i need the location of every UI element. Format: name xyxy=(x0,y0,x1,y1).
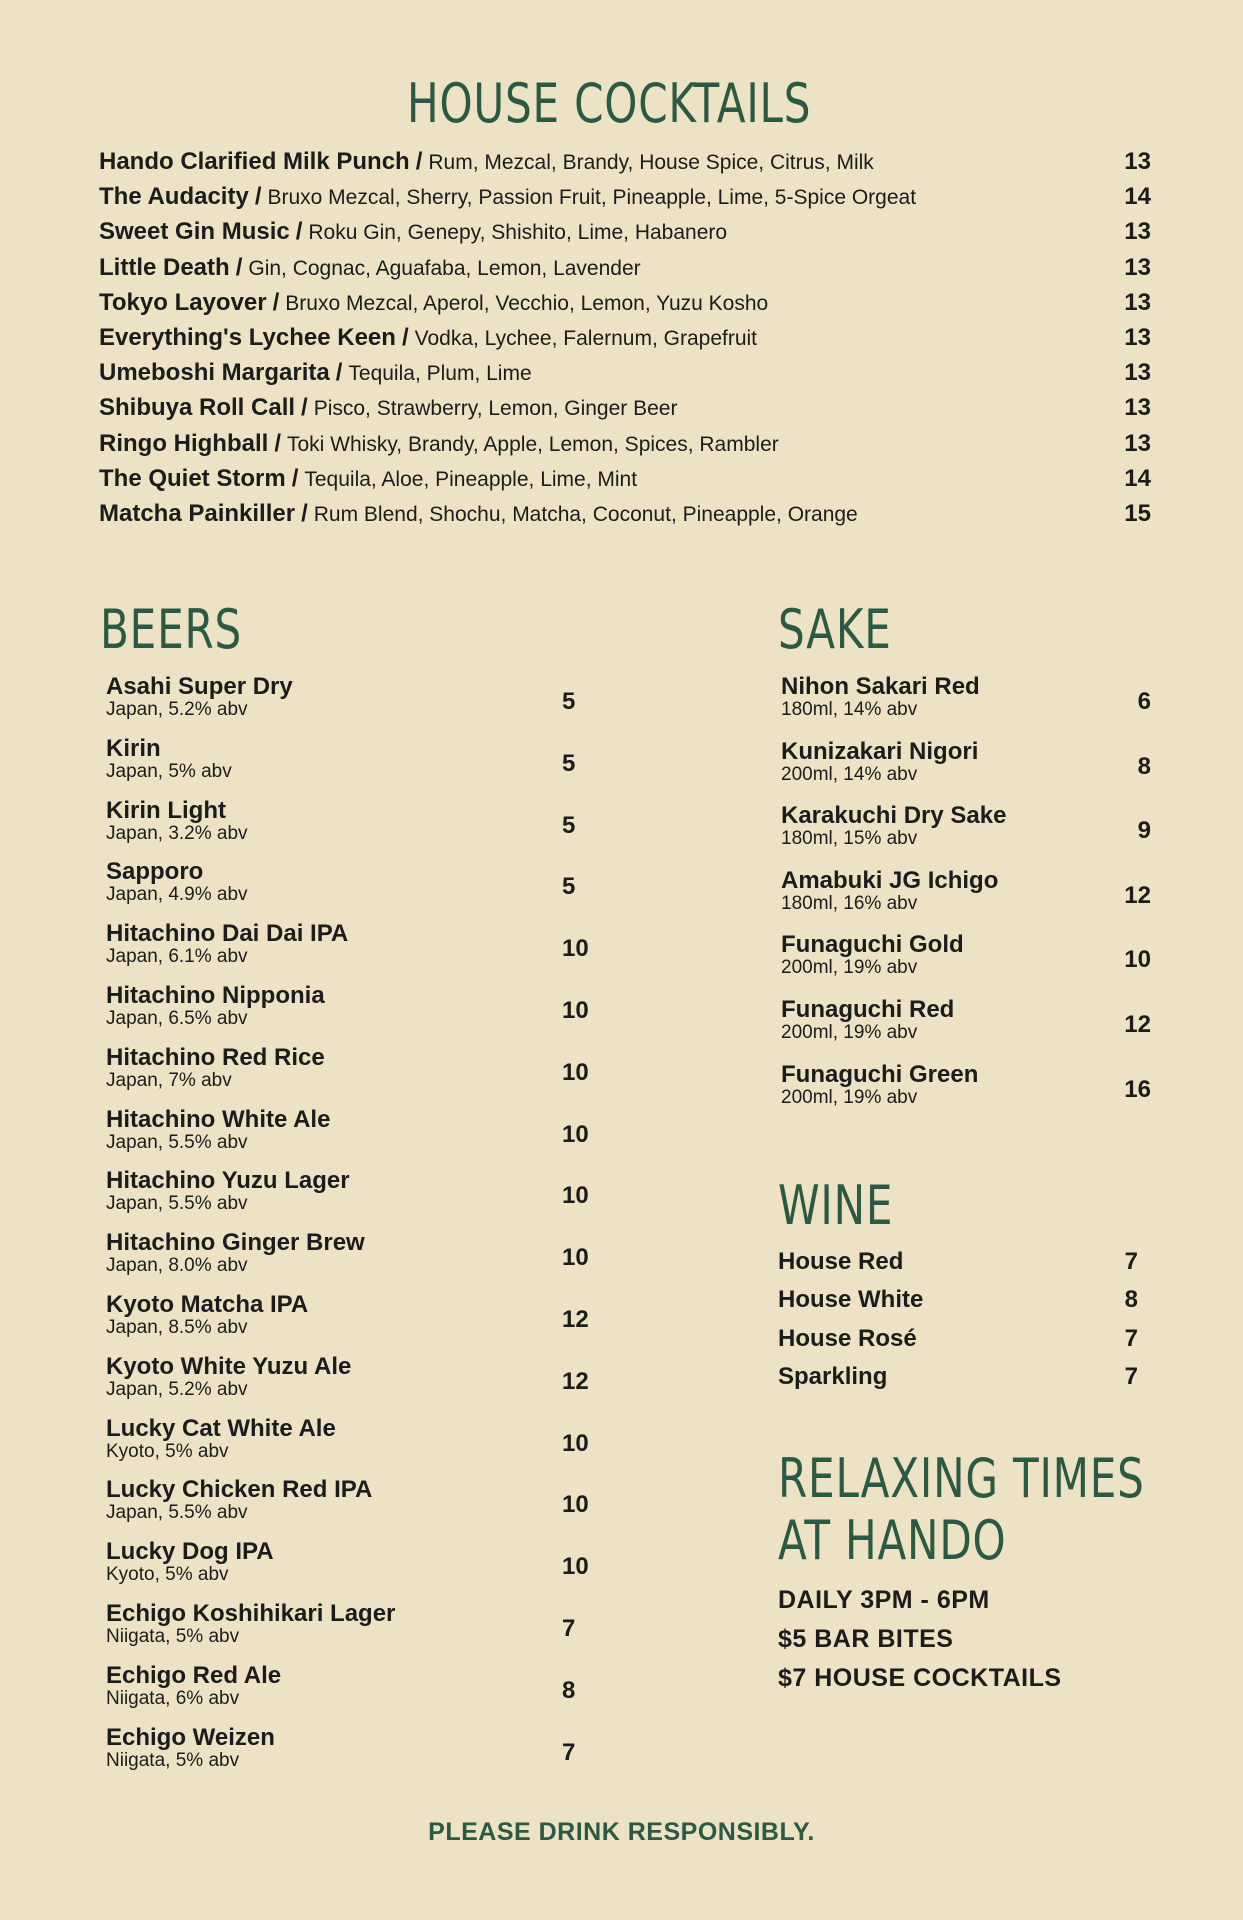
separator-slash: / xyxy=(401,323,409,351)
beer-name: Hitachino Ginger Brew xyxy=(106,1229,365,1257)
cocktail-name: Tokyo Layover xyxy=(99,288,267,316)
separator-slash: / xyxy=(301,499,308,527)
cocktail-item xyxy=(99,500,1151,535)
beer-price: 5 xyxy=(562,873,576,901)
cocktail-list xyxy=(99,148,1151,535)
beer-price: 10 xyxy=(562,1182,589,1210)
beer-name: Hitachino Yuzu Lager xyxy=(106,1167,350,1195)
beer-price: 10 xyxy=(562,935,589,963)
footer-notice: PLEASE DRINK RESPONSIBLY. xyxy=(428,1818,815,1846)
sake-item xyxy=(781,997,1151,1062)
separator-slash: / xyxy=(291,464,299,492)
beer-name: Lucky Dog IPA xyxy=(106,1538,274,1566)
wine-price: 7 xyxy=(1124,1362,1138,1390)
beer-origin-abv: Japan, 6.5% abv xyxy=(106,1007,248,1029)
separator-slash: / xyxy=(335,359,343,387)
cocktail-name: Shibuya Roll Call xyxy=(99,394,296,422)
happy-hour-details xyxy=(778,1586,1062,1703)
sake-price: 9 xyxy=(1137,817,1151,845)
beer-name: Kirin xyxy=(106,734,161,762)
cocktail-item xyxy=(99,465,1151,500)
cocktail-price: 13 xyxy=(1124,218,1151,246)
sake-price: 12 xyxy=(1124,1010,1151,1038)
beer-item xyxy=(106,1292,592,1354)
wine-name: Sparkling xyxy=(778,1362,888,1390)
cocktail-ingredients: Vodka, Lychee, Falernum, Grapefruit xyxy=(414,326,758,350)
cocktail-item xyxy=(99,183,1151,218)
cocktail-item xyxy=(99,359,1151,394)
beer-name: Sapporo xyxy=(106,858,204,886)
beer-price: 10 xyxy=(562,1058,589,1086)
cocktail-name: Umeboshi Margarita xyxy=(99,359,330,387)
cocktail-item xyxy=(99,324,1151,359)
beer-name: Echigo Weizen xyxy=(106,1723,275,1751)
cocktail-ingredients: Tequila, Plum, Lime xyxy=(348,362,532,386)
beer-price: 10 xyxy=(562,996,589,1024)
cocktail-ingredients: Roku Gin, Genepy, Shishito, Lime, Habanero xyxy=(308,221,728,245)
beer-origin-abv: Japan, 5.5% abv xyxy=(106,1193,248,1215)
happy-hour-heading xyxy=(778,1448,1145,1572)
cocktail-item xyxy=(99,430,1151,465)
wine-price: 7 xyxy=(1124,1248,1138,1275)
beer-item xyxy=(106,1601,592,1663)
beer-origin-abv: Japan, 5.5% abv xyxy=(106,1131,248,1153)
beer-name: Hitachino Red Rice xyxy=(106,1043,325,1071)
beer-origin-abv: Japan, 3.2% abv xyxy=(106,822,248,844)
sake-price: 8 xyxy=(1137,752,1151,780)
cocktail-price: 13 xyxy=(1124,359,1151,387)
beer-item xyxy=(106,983,592,1045)
sake-item xyxy=(781,674,1151,739)
sake-name: Amabuki JG Ichigo xyxy=(781,866,999,894)
beer-origin-abv: Kyoto, 5% abv xyxy=(106,1440,229,1462)
cocktail-item xyxy=(99,289,1151,324)
sake-size-abv: 200ml, 14% abv xyxy=(781,763,918,785)
separator-slash: / xyxy=(254,183,262,211)
wine-heading: WINE xyxy=(778,1174,894,1237)
beer-item xyxy=(106,1354,592,1416)
beer-item xyxy=(106,1416,592,1478)
beer-item xyxy=(106,1539,592,1601)
cocktail-name: Hando Clarified Milk Punch xyxy=(99,148,410,175)
beer-origin-abv: Japan, 4.9% abv xyxy=(106,884,248,906)
cocktail-name: Matcha Painkiller xyxy=(99,499,296,527)
happy-hour-line: $7 HOUSE COCKTAILS xyxy=(778,1664,1062,1692)
cocktail-price: 15 xyxy=(1124,499,1151,527)
beer-name: Hitachino Nipponia xyxy=(106,981,325,1009)
beer-price: 12 xyxy=(562,1305,589,1333)
beer-origin-abv: Niigata, 5% abv xyxy=(106,1749,240,1771)
beer-price: 8 xyxy=(562,1676,576,1704)
beer-origin-abv: Japan, 8.0% abv xyxy=(106,1255,248,1277)
cocktail-ingredients: Rum, Mezcal, Brandy, House Spice, Citrus, Milk xyxy=(428,151,874,174)
cocktail-price: 14 xyxy=(1124,464,1151,492)
cocktail-ingredients: Bruxo Mezcal, Sherry, Passion Fruit, Pineapple, Lime, 5-Spice Orgeat xyxy=(267,186,917,210)
happy-hour-heading-line2: AT HANDO xyxy=(778,1509,1007,1572)
beer-origin-abv: Japan, 7% abv xyxy=(106,1069,232,1091)
beer-origin-abv: Niigata, 6% abv xyxy=(106,1687,240,1709)
beer-item xyxy=(106,736,592,798)
beer-item xyxy=(106,1168,592,1230)
cocktail-ingredients: Rum Blend, Shochu, Matcha, Coconut, Pineapple, Orange xyxy=(313,502,858,526)
cocktail-item xyxy=(99,394,1151,429)
beer-price: 5 xyxy=(562,688,576,715)
sake-name: Nihon Sakari Red xyxy=(781,673,980,700)
cocktail-price: 13 xyxy=(1124,394,1151,422)
cocktail-price: 13 xyxy=(1124,288,1151,316)
wine-item xyxy=(778,1248,1138,1286)
sake-name: Funaguchi Gold xyxy=(781,931,964,959)
separator-slash: / xyxy=(274,429,281,457)
cocktail-price: 13 xyxy=(1124,253,1151,281)
beer-price: 10 xyxy=(562,1120,589,1148)
separator-slash: / xyxy=(295,218,303,246)
sake-size-abv: 180ml, 14% abv xyxy=(781,699,918,720)
sake-size-abv: 200ml, 19% abv xyxy=(781,1021,918,1043)
sake-item xyxy=(781,868,1151,933)
beer-name: Lucky Cat White Ale xyxy=(106,1414,336,1442)
cocktail-name: Everything's Lychee Keen xyxy=(99,323,396,351)
sake-name: Funaguchi Red xyxy=(781,995,955,1023)
beer-origin-abv: Japan, 5.5% abv xyxy=(106,1502,248,1524)
cocktail-name: The Quiet Storm xyxy=(99,464,286,492)
wine-name: House White xyxy=(778,1286,924,1314)
sake-price: 12 xyxy=(1124,881,1151,909)
beer-origin-abv: Japan, 5.2% abv xyxy=(106,699,248,720)
house-cocktails-heading: HOUSE COCKTAILS xyxy=(407,72,812,135)
beer-name: Echigo Red Ale xyxy=(106,1661,282,1689)
beer-price: 10 xyxy=(562,1244,589,1272)
cocktail-name: Ringo Highball xyxy=(99,429,269,457)
beer-price: 5 xyxy=(562,811,576,839)
separator-slash: / xyxy=(301,394,308,422)
separator-slash: / xyxy=(235,253,243,281)
sake-item xyxy=(781,1062,1151,1127)
cocktail-name: Little Death xyxy=(99,253,230,281)
beer-item xyxy=(106,1477,592,1539)
sake-size-abv: 200ml, 19% abv xyxy=(781,1086,918,1108)
beer-origin-abv: Japan, 5.2% abv xyxy=(106,1378,248,1400)
beer-list xyxy=(106,674,592,1786)
beer-origin-abv: Japan, 5% abv xyxy=(106,760,232,782)
beer-name: Lucky Chicken Red IPA xyxy=(106,1476,373,1504)
beer-origin-abv: Niigata, 5% abv xyxy=(106,1625,240,1647)
sake-size-abv: 200ml, 19% abv xyxy=(781,957,918,979)
beer-price: 10 xyxy=(562,1491,589,1519)
beer-item xyxy=(106,921,592,983)
beer-name: Kyoto White Yuzu Ale xyxy=(106,1352,352,1380)
beer-name: Echigo Koshihikari Lager xyxy=(106,1599,396,1627)
sake-item xyxy=(781,739,1151,804)
cocktail-ingredients: Toki Whisky, Brandy, Apple, Lemon, Spices, Rambler xyxy=(286,432,779,456)
wine-list xyxy=(778,1248,1138,1401)
sake-price: 10 xyxy=(1124,946,1151,974)
wine-price: 8 xyxy=(1124,1286,1138,1314)
cocktail-price: 13 xyxy=(1124,429,1151,457)
sake-name: Karakuchi Dry Sake xyxy=(781,802,1007,830)
beer-name: Asahi Super Dry xyxy=(106,673,293,700)
cocktail-price: 14 xyxy=(1124,183,1151,211)
cocktail-price: 13 xyxy=(1124,148,1151,175)
beer-item xyxy=(106,859,592,921)
beer-price: 10 xyxy=(562,1429,589,1457)
beer-origin-abv: Japan, 8.5% abv xyxy=(106,1316,248,1338)
cocktail-price: 13 xyxy=(1124,323,1151,351)
happy-hour-line: DAILY 3PM - 6PM xyxy=(778,1586,990,1614)
sake-item xyxy=(781,932,1151,997)
beer-price: 5 xyxy=(562,749,576,777)
beer-price: 12 xyxy=(562,1367,589,1395)
sake-size-abv: 180ml, 15% abv xyxy=(781,828,918,850)
cocktail-ingredients: Bruxo Mezcal, Aperol, Vecchio, Lemon, Yuzu Kosho xyxy=(285,291,769,315)
cocktail-ingredients: Gin, Cognac, Aguafaba, Lemon, Lavender xyxy=(248,256,641,280)
beer-origin-abv: Kyoto, 5% abv xyxy=(106,1564,229,1586)
beers-heading: BEERS xyxy=(100,598,243,661)
beer-item xyxy=(106,1725,592,1787)
cocktail-ingredients: Pisco, Strawberry, Lemon, Ginger Beer xyxy=(313,397,678,421)
wine-price: 7 xyxy=(1124,1324,1138,1352)
wine-item xyxy=(778,1325,1138,1363)
beer-item xyxy=(106,1663,592,1725)
beer-item xyxy=(106,1230,592,1292)
separator-slash: / xyxy=(415,148,423,175)
beer-name: Kyoto Matcha IPA xyxy=(106,1290,309,1318)
wine-item xyxy=(778,1286,1138,1324)
wine-name: House Red xyxy=(778,1248,904,1275)
cocktail-ingredients: Tequila, Aloe, Pineapple, Lime, Mint xyxy=(304,467,638,491)
beer-origin-abv: Japan, 6.1% abv xyxy=(106,946,248,968)
beer-name: Hitachino Dai Dai IPA xyxy=(106,920,349,948)
sake-list xyxy=(781,674,1151,1126)
wine-name: House Rosé xyxy=(778,1324,917,1352)
sake-price: 16 xyxy=(1124,1075,1151,1103)
beer-price: 7 xyxy=(562,1738,576,1766)
cocktail-name: Sweet Gin Music xyxy=(99,218,290,246)
wine-item xyxy=(778,1363,1138,1401)
cocktail-item xyxy=(99,148,1151,183)
beer-price: 7 xyxy=(562,1614,576,1642)
beer-price: 10 xyxy=(562,1553,589,1581)
sake-name: Funaguchi Green xyxy=(781,1060,979,1088)
beer-item xyxy=(106,1045,592,1107)
beer-item xyxy=(106,1107,592,1169)
beer-name: Hitachino White Ale xyxy=(106,1105,331,1133)
beer-name: Kirin Light xyxy=(106,796,226,824)
cocktail-item xyxy=(99,218,1151,253)
happy-hour-heading-line1: RELAXING TIMES xyxy=(778,1447,1145,1510)
sake-size-abv: 180ml, 16% abv xyxy=(781,892,918,914)
cocktail-name: The Audacity xyxy=(99,183,249,211)
beer-item xyxy=(106,674,592,736)
separator-slash: / xyxy=(272,288,280,316)
sake-item xyxy=(781,803,1151,868)
beer-item xyxy=(106,798,592,860)
sake-price: 6 xyxy=(1137,688,1151,715)
sake-heading: SAKE xyxy=(778,598,892,661)
cocktail-item xyxy=(99,254,1151,289)
sake-name: Kunizakari Nigori xyxy=(781,737,979,765)
happy-hour-line: $5 BAR BITES xyxy=(778,1625,954,1653)
